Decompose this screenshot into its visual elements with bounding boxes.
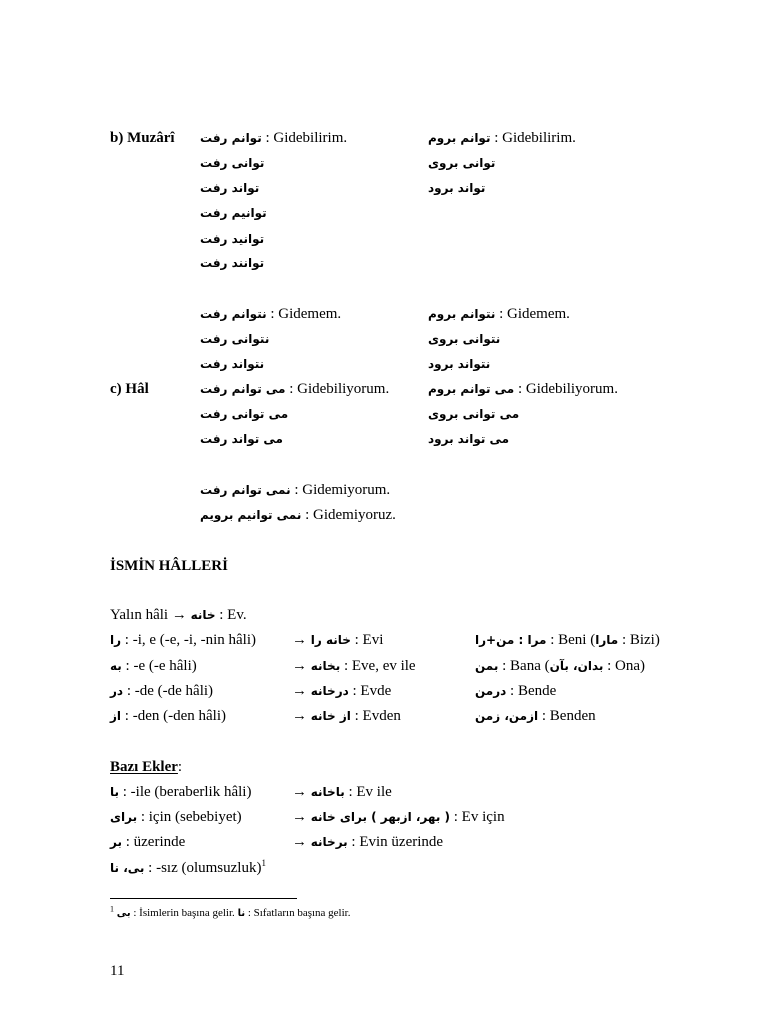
translation-text: : Gidemem.	[495, 306, 570, 322]
verb-line	[200, 481, 390, 499]
translation-text: : Gidebiliyorum.	[285, 381, 390, 397]
persian-text: درخانه	[310, 684, 349, 698]
section-label-hal: c) Hâl	[110, 381, 149, 397]
persian-text: نتوانی بروی	[428, 332, 501, 346]
persian-text: از	[110, 709, 122, 723]
translation-text: : için (sebebiyet)	[137, 809, 242, 825]
persian-text: نا	[237, 908, 246, 919]
verb-line	[200, 405, 288, 423]
yalin-hali-line	[110, 606, 247, 624]
ek-suffix	[110, 859, 266, 877]
persian-text: درمن	[475, 684, 507, 698]
translation-text: : Eve, ev ile	[340, 658, 416, 674]
ek-example	[292, 783, 392, 801]
persian-text: بمن	[475, 659, 499, 673]
verb-line	[200, 430, 283, 448]
label-text: Yalın hâli →	[110, 607, 191, 623]
persian-text: تواند رفت	[200, 181, 260, 195]
translation-text: : üzerinde	[121, 834, 186, 850]
ek-suffix	[110, 783, 251, 801]
arrow-text: →	[292, 708, 311, 724]
translation-text: : -den (-den hâli)	[121, 708, 226, 724]
heading-text: Bazı Ekler	[110, 759, 178, 775]
section-heading: İSMİN HÂLLERİ	[110, 558, 228, 574]
translation-text: : Gidebiliyorum.	[514, 381, 618, 397]
translation-text: : -sız (olumsuzluk)	[144, 860, 262, 876]
ek-suffix	[110, 833, 185, 851]
section-label-muzari: b) Muzârî	[110, 130, 175, 146]
translation-text: : Evden	[350, 708, 401, 724]
translation-text: : -ile (beraberlik hâli)	[119, 784, 252, 800]
case-example	[292, 682, 391, 700]
translation-text: : Ev.	[215, 607, 247, 623]
footnote-divider	[110, 898, 297, 899]
case-suffix	[110, 657, 197, 675]
translation-text: : Gidebilirim.	[490, 130, 576, 146]
persian-text: توانیم رفت	[200, 206, 267, 220]
persian-text: بی، نا	[110, 861, 145, 875]
persian-text: نتوانم بروم	[428, 307, 496, 321]
persian-text: توانی بروی	[428, 156, 496, 170]
verb-line	[200, 305, 341, 323]
verb-line	[428, 405, 519, 423]
verb-line	[200, 230, 264, 248]
persian-text: می توانم بروم	[428, 382, 515, 396]
case-example	[292, 657, 416, 675]
verb-line	[428, 129, 576, 147]
pronoun-example	[475, 631, 660, 649]
verb-line	[428, 305, 570, 323]
translation-text: : Evi	[350, 632, 384, 648]
ek-suffix	[110, 808, 242, 826]
ek-example	[292, 833, 443, 851]
verb-line	[200, 330, 269, 348]
verb-line	[428, 154, 495, 172]
footnote	[110, 904, 350, 923]
verb-line	[200, 129, 347, 147]
translation-text: : Bana (	[498, 658, 550, 674]
arrow-text: →	[292, 834, 311, 850]
persian-text: می توانی رفت	[200, 407, 289, 421]
ek-example	[292, 808, 505, 826]
translation-text: : -de (-de hâli)	[123, 683, 214, 699]
persian-text: نتوانی رفت	[200, 332, 270, 346]
persian-text: مارا	[595, 633, 619, 647]
case-example	[292, 707, 401, 725]
translation-text: : Ona)	[603, 658, 646, 674]
persian-text: خانه	[190, 608, 216, 622]
persian-text: توانند رفت	[200, 256, 265, 270]
arrow-text: →	[292, 658, 311, 674]
heading-colon: :	[177, 759, 183, 775]
translation-text: : Gidemiyorum.	[290, 482, 391, 498]
translation-text: : Bizi)	[618, 632, 660, 648]
arrow-text: →	[292, 632, 311, 648]
pronoun-example	[475, 682, 556, 700]
verb-line	[200, 506, 396, 524]
persian-text: نمی توانم رفت	[200, 483, 291, 497]
pronoun-example	[475, 707, 596, 725]
persian-text: ازمن، زمن	[475, 709, 539, 723]
persian-text: توانم رفت	[200, 131, 262, 145]
footnote-text: : Sıfatların başına gelir.	[245, 907, 351, 919]
translation-text: : Gidebilirim.	[261, 130, 348, 146]
translation-text: : Bende	[506, 683, 557, 699]
footnote-mark: 1	[110, 904, 114, 914]
verb-line	[428, 330, 500, 348]
persian-text: برخانه	[310, 835, 348, 849]
persian-text: بخانه	[310, 659, 341, 673]
persian-text: می توانی بروی	[428, 407, 520, 421]
persian-text: به	[110, 659, 122, 673]
case-suffix	[110, 682, 213, 700]
persian-text: در	[110, 684, 124, 698]
translation-text: : Ev için	[450, 809, 505, 825]
persian-text: نتوانم رفت	[200, 307, 267, 321]
verb-line	[200, 154, 264, 172]
persian-text: نمی توانیم برویم	[200, 508, 302, 522]
arrow-text: →	[292, 809, 311, 825]
persian-text: برای	[110, 810, 138, 824]
translation-text: : Gidemem.	[266, 306, 342, 322]
translation-text: : Evde	[348, 683, 392, 699]
translation-text: : Benden	[538, 708, 596, 724]
persian-text: خانه را	[310, 633, 351, 647]
verb-line	[200, 179, 259, 197]
persian-text: می توانم رفت	[200, 382, 286, 396]
translation-text: : Beni (	[546, 632, 596, 648]
persian-text: با	[110, 785, 120, 799]
translation-text: : Gidemiyoruz.	[301, 507, 396, 523]
persian-text: می تواند برود	[428, 432, 510, 446]
verb-line	[428, 179, 485, 197]
translation-text: : -e (-e hâli)	[121, 658, 197, 674]
verb-line	[200, 254, 264, 272]
persian-text: تواند برود	[428, 181, 486, 195]
persian-text: نتواند برود	[428, 357, 491, 371]
pronoun-example	[475, 657, 645, 675]
case-suffix	[110, 631, 256, 649]
persian-text: نتواند رفت	[200, 357, 265, 371]
translation-text: : -i, e (-e, -i, -nin hâli)	[121, 632, 256, 648]
persian-text: توانید رفت	[200, 232, 265, 246]
persian-text: بی	[116, 908, 131, 919]
arrow-text: →	[292, 683, 311, 699]
translation-text: : Evin üzerinde	[347, 834, 444, 850]
persian-text: مرا : من+را	[475, 633, 547, 647]
verb-line	[200, 204, 267, 222]
verb-line	[428, 380, 618, 398]
persian-text: باخانه	[310, 785, 345, 799]
verb-line	[428, 355, 490, 373]
translation-text: : Ev ile	[344, 784, 392, 800]
persian-text: بر	[110, 835, 122, 849]
page-number: 11	[110, 963, 125, 979]
footnote-text: : İsimlerin başına gelir.	[130, 907, 238, 919]
verb-line	[428, 430, 509, 448]
section-heading	[110, 758, 182, 776]
persian-text: را	[110, 633, 122, 647]
persian-text: ( بهر، ازبهر ) برای خانه	[310, 810, 450, 824]
case-example	[292, 631, 383, 649]
persian-text: می تواند رفت	[200, 432, 283, 446]
persian-text: بدان، بآن	[549, 659, 604, 673]
arrow-text: →	[292, 784, 311, 800]
verb-line	[200, 355, 264, 373]
case-suffix	[110, 707, 226, 725]
persian-text: توانم بروم	[428, 131, 491, 145]
persian-text: از خانه	[310, 709, 351, 723]
persian-text: توانی رفت	[200, 156, 265, 170]
verb-line	[200, 380, 389, 398]
footnote-reference[interactable]: 1	[261, 858, 266, 868]
